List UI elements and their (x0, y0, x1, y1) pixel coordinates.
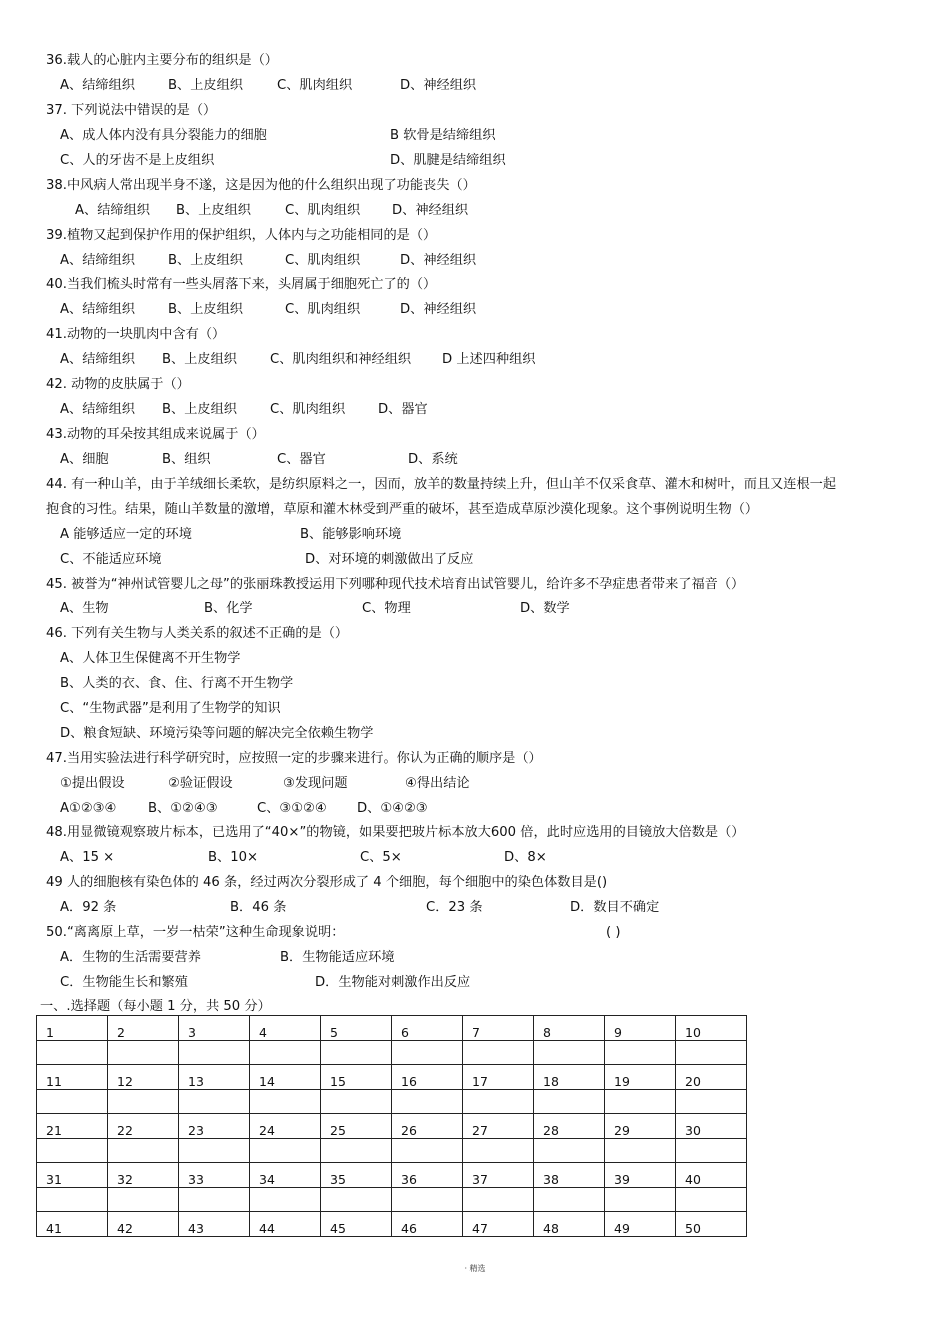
answer-cell[interactable] (108, 1040, 179, 1065)
answer-option: B、上皮组织 (168, 78, 243, 93)
answer-option: D 上述四种组织 (442, 352, 536, 367)
answer-option: C、肌肉组织 (277, 78, 353, 93)
question-text: 一、.选择题（每小题 1 分，共 50 分） (40, 999, 271, 1014)
answer-option: D、神经组织 (400, 78, 477, 93)
answer-cell[interactable] (37, 1138, 108, 1163)
answer-option: D、神经组织 (392, 203, 469, 218)
answer-cell[interactable] (321, 1089, 392, 1114)
question-number-cell: 6 (392, 1016, 463, 1041)
answer-cell[interactable] (392, 1089, 463, 1114)
question-number-cell: 47 (463, 1212, 534, 1237)
answer-option: D、肌腱是结缔组织 (390, 153, 506, 168)
answer-cell[interactable] (179, 1187, 250, 1212)
question-number-cell: 32 (108, 1163, 179, 1188)
answer-option: A、结缔组织 (60, 78, 135, 93)
question-text: 44. 有一种山羊，由于羊绒细长柔软，是纺织原料之一，因而，放羊的数量持续上升，但山羊不仅采食草、灌木和树叶，而且又连根一起 (46, 477, 837, 492)
answer-option: B、上皮组织 (168, 302, 243, 317)
answer-option: C、肌肉组织 (270, 402, 346, 417)
answer-option: A．92 条 (60, 900, 117, 915)
question-number-cell: 45 (321, 1212, 392, 1237)
question-number-cell: 26 (392, 1114, 463, 1139)
answer-option: C、③①②④ (257, 801, 327, 816)
question-number-cell: 16 (392, 1065, 463, 1090)
question-text: 46. 下列有关生物与人类关系的叙述不正确的是（） (46, 626, 349, 641)
answer-option: B、上皮组织 (162, 352, 237, 367)
answer-option: A 能够适应一定的环境 (60, 527, 192, 542)
question-number-cell: 41 (37, 1212, 108, 1237)
answer-option: A、结缔组织 (60, 352, 135, 367)
question-number-cell: 11 (37, 1065, 108, 1090)
table-row (37, 1065, 747, 1090)
question-number-cell: 50 (676, 1212, 747, 1237)
answer-option: A、结缔组织 (60, 253, 135, 268)
answer-option: B、上皮组织 (162, 402, 237, 417)
answer-option: D、①④②③ (357, 801, 428, 816)
answer-option: C、“生物武器”是利用了生物学的知识 (60, 701, 281, 716)
question-number-cell: 49 (605, 1212, 676, 1237)
question-number-cell: 40 (676, 1163, 747, 1188)
question-number-cell: 44 (250, 1212, 321, 1237)
answer-option: D、器官 (378, 402, 428, 417)
answer-cell[interactable] (321, 1040, 392, 1065)
question-number-cell: 37 (463, 1163, 534, 1188)
answer-option: A①②③④ (60, 801, 117, 816)
question-number-cell: 23 (179, 1114, 250, 1139)
question-number-cell: 24 (250, 1114, 321, 1139)
question-text: 37. 下列说法中错误的是（） (46, 103, 217, 118)
answer-cell[interactable] (179, 1040, 250, 1065)
question-number-cell: 20 (676, 1065, 747, 1090)
table-row (37, 1089, 747, 1114)
answer-option: C．生物能生长和繁殖 (60, 975, 188, 990)
question-number-cell: 36 (392, 1163, 463, 1188)
answer-cell[interactable] (463, 1089, 534, 1114)
question-number-cell: 13 (179, 1065, 250, 1090)
answer-cell[interactable] (37, 1089, 108, 1114)
answer-cell[interactable] (321, 1187, 392, 1212)
answer-cell[interactable] (534, 1040, 605, 1065)
answer-cell[interactable] (392, 1138, 463, 1163)
question-number-cell: 9 (605, 1016, 676, 1041)
question-number-cell: 8 (534, 1016, 605, 1041)
question-number-cell: 33 (179, 1163, 250, 1188)
answer-cell[interactable] (676, 1138, 747, 1163)
question-number-cell: 38 (534, 1163, 605, 1188)
question-number-cell: 3 (179, 1016, 250, 1041)
answer-option: A、结缔组织 (60, 402, 135, 417)
answer-option: B．生物能适应环境 (280, 950, 395, 965)
answer-cell[interactable] (605, 1089, 676, 1114)
answer-option: A、生物 (60, 601, 109, 616)
answer-option: ③发现问题 (283, 776, 348, 791)
answer-option: B、人类的衣、食、住、行离不开生物学 (60, 676, 294, 691)
answer-option: A、结缔组织 (60, 302, 135, 317)
answer-cell[interactable] (605, 1187, 676, 1212)
answer-option: C、不能适应环境 (60, 552, 162, 567)
question-number-cell: 43 (179, 1212, 250, 1237)
answer-option: B、能够影响环境 (300, 527, 402, 542)
table-row (37, 1187, 747, 1212)
answer-option: ( ) (606, 925, 621, 940)
answer-option: B、①②④③ (148, 801, 218, 816)
question-number-cell: 35 (321, 1163, 392, 1188)
answer-cell[interactable] (108, 1089, 179, 1114)
answer-option: D、神经组织 (400, 302, 477, 317)
question-number-cell: 19 (605, 1065, 676, 1090)
question-text: 45. 被誉为“神州试管婴儿之母”的张丽珠教授运用下列哪种现代技术培育出试管婴儿，给许多不孕症患者带来了福音（） (46, 577, 745, 592)
question-number-cell: 31 (37, 1163, 108, 1188)
answer-option: ①提出假设 (60, 776, 125, 791)
question-number-cell: 12 (108, 1065, 179, 1090)
answer-option: C、肌肉组织 (285, 253, 361, 268)
answer-cell[interactable] (534, 1138, 605, 1163)
question-number-cell: 18 (534, 1065, 605, 1090)
answer-cell[interactable] (108, 1138, 179, 1163)
answer-option: ④得出结论 (405, 776, 470, 791)
question-number-cell: 14 (250, 1065, 321, 1090)
table-row (37, 1016, 747, 1041)
answer-cell[interactable] (392, 1040, 463, 1065)
question-number-cell: 4 (250, 1016, 321, 1041)
answer-option: C、肌肉组织 (285, 302, 361, 317)
answer-cell[interactable] (250, 1138, 321, 1163)
question-number-cell: 15 (321, 1065, 392, 1090)
answer-option: B、上皮组织 (168, 253, 243, 268)
answer-cell[interactable] (37, 1187, 108, 1212)
answer-option: C、肌肉组织和神经组织 (270, 352, 412, 367)
table-row (37, 1163, 747, 1188)
answer-cell[interactable] (676, 1187, 747, 1212)
answer-cell[interactable] (321, 1138, 392, 1163)
answer-grid-table (36, 1015, 747, 1237)
answer-option: C．23 条 (426, 900, 483, 915)
answer-cell[interactable] (605, 1138, 676, 1163)
page-footer: · 精选 (464, 1264, 486, 1273)
answer-option: D、粮食短缺、环境污染等问题的解决完全依赖生物学 (60, 726, 374, 741)
question-text: 48.用显微镜观察玻片标本，已选用了“40×”的物镜，如果要把玻片标本放大600 倍，此时应选用的目镜放大倍数是（） (46, 825, 745, 840)
answer-option: ②验证假设 (168, 776, 233, 791)
question-number-cell: 2 (108, 1016, 179, 1041)
answer-cell[interactable] (108, 1187, 179, 1212)
answer-option: D、数学 (520, 601, 570, 616)
answer-option: C、5× (360, 850, 402, 865)
answer-option: A、成人体内没有具分裂能力的细胞 (60, 128, 267, 143)
answer-cell[interactable] (250, 1187, 321, 1212)
answer-cell[interactable] (605, 1040, 676, 1065)
answer-option: C、物理 (362, 601, 411, 616)
answer-option: C、人的牙齿不是上皮组织 (60, 153, 215, 168)
answer-cell[interactable] (463, 1138, 534, 1163)
answer-cell[interactable] (179, 1089, 250, 1114)
answer-option: C、器官 (277, 452, 326, 467)
table-row (37, 1114, 747, 1139)
question-number-cell: 25 (321, 1114, 392, 1139)
table-row (37, 1040, 747, 1065)
answer-option: A、细胞 (60, 452, 109, 467)
question-number-cell: 7 (463, 1016, 534, 1041)
answer-option: A、结缔组织 (75, 203, 150, 218)
question-number-cell: 34 (250, 1163, 321, 1188)
answer-option: D．数目不确定 (570, 900, 660, 915)
question-text: 抱食的习性。结果，随山羊数量的激增，草原和灌木林受到严重的破坏，甚至造成草原沙漠化现象。这个事例说明生物（） (46, 502, 759, 517)
answer-option: A、15 × (60, 850, 115, 865)
question-text: 38.中风病人常出现半身不遂，这是因为他的什么组织出现了功能丧失（） (46, 178, 476, 193)
answer-cell[interactable] (534, 1187, 605, 1212)
question-number-cell: 48 (534, 1212, 605, 1237)
answer-option: D．生物能对刺激作出反应 (315, 975, 471, 990)
question-text: 43.动物的耳朵按其组成来说属于（） (46, 427, 265, 442)
answer-option: D、神经组织 (400, 253, 477, 268)
answer-option: A．生物的生活需要营养 (60, 950, 201, 965)
answer-cell[interactable] (179, 1138, 250, 1163)
question-number-cell: 17 (463, 1065, 534, 1090)
question-text: 49 人的细胞核有染色体的 46 条，经过两次分裂形成了 4 个细胞，每个细胞中的染色体数目是() (46, 875, 608, 890)
question-number-cell: 1 (37, 1016, 108, 1041)
question-text: 47.当用实验法进行科学研究时，应按照一定的步骤来进行。你认为正确的顺序是（） (46, 751, 542, 766)
question-number-cell: 27 (463, 1114, 534, 1139)
question-text: 50.“离离原上草，一岁一枯荣”这种生命现象说明： (46, 925, 345, 940)
question-text: 42. 动物的皮肤属于（） (46, 377, 190, 392)
answer-option: B、上皮组织 (176, 203, 251, 218)
question-text: 36.载人的心脏内主要分布的组织是（） (46, 53, 278, 68)
answer-cell[interactable] (463, 1187, 534, 1212)
question-number-cell: 30 (676, 1114, 747, 1139)
question-number-cell: 42 (108, 1212, 179, 1237)
answer-option: C、肌肉组织 (285, 203, 361, 218)
answer-cell[interactable] (463, 1040, 534, 1065)
answer-cell[interactable] (250, 1040, 321, 1065)
answer-option: B、组织 (162, 452, 211, 467)
table-row (37, 1212, 747, 1237)
question-number-cell: 5 (321, 1016, 392, 1041)
question-number-cell: 39 (605, 1163, 676, 1188)
answer-cell[interactable] (250, 1089, 321, 1114)
answer-cell[interactable] (676, 1089, 747, 1114)
question-number-cell: 46 (392, 1212, 463, 1237)
answer-cell[interactable] (392, 1187, 463, 1212)
question-text: 41.动物的一块肌肉中含有（） (46, 327, 226, 342)
question-number-cell: 28 (534, 1114, 605, 1139)
answer-option: B．46 条 (230, 900, 287, 915)
answer-cell[interactable] (534, 1089, 605, 1114)
question-number-cell: 21 (37, 1114, 108, 1139)
answer-option: B、化学 (204, 601, 253, 616)
answer-option: D、8× (504, 850, 547, 865)
answer-cell[interactable] (37, 1040, 108, 1065)
question-number-cell: 22 (108, 1114, 179, 1139)
table-row (37, 1138, 747, 1163)
question-number-cell: 10 (676, 1016, 747, 1041)
answer-option: D、对环境的刺激做出了反应 (305, 552, 474, 567)
answer-cell[interactable] (676, 1040, 747, 1065)
question-number-cell: 29 (605, 1114, 676, 1139)
question-text: 39.植物又起到保护作用的保护组织，人体内与之功能相同的是（） (46, 228, 437, 243)
answer-option: A、人体卫生保健离不开生物学 (60, 651, 241, 666)
question-text: 40.当我们梳头时常有一些头屑落下来，头屑属于细胞死亡了的（） (46, 277, 437, 292)
answer-option: B、10× (208, 850, 259, 865)
answer-option: D、系统 (408, 452, 458, 467)
answer-option: B 软骨是结缔组织 (390, 128, 496, 143)
